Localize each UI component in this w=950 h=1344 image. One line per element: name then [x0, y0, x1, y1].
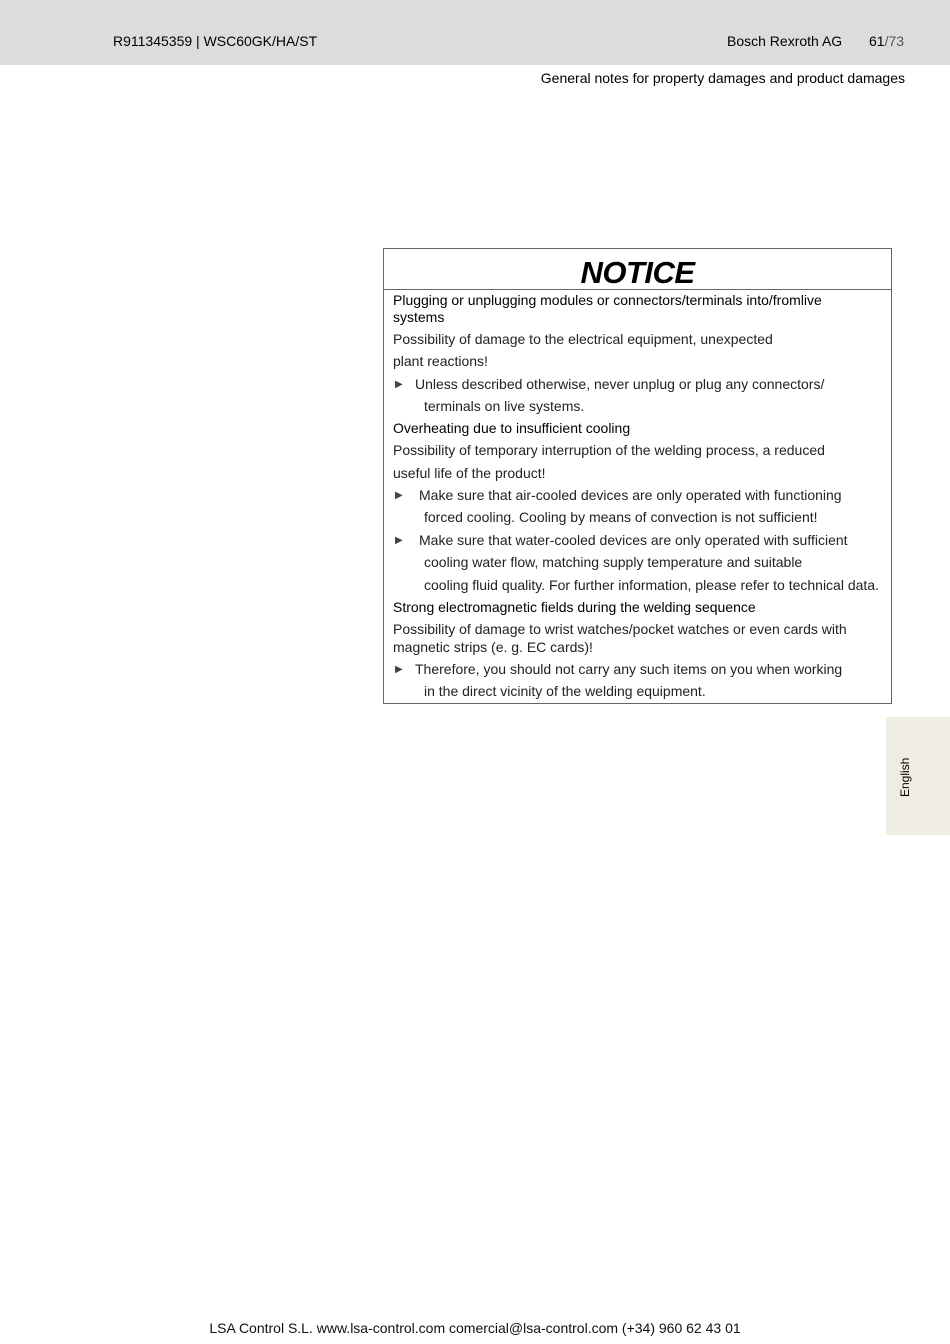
bullet-arrow-icon: ▶	[395, 379, 403, 390]
company-name: Bosch Rexroth AG	[727, 33, 843, 49]
notice-heading-plugging: Plugging or unplugging modules or connectors/terminals into/fromlive	[393, 292, 822, 308]
notice-text: useful life of the product!	[393, 465, 546, 481]
notice-heading-plugging-cont: systems	[393, 309, 445, 325]
notice-text: magnetic strips (e. g. EC cards)!	[393, 639, 593, 655]
page-footer: LSA Control S.L. www.lsa-control.com comercial@lsa-control.com (+34) 960 62 43 01	[209, 1320, 741, 1336]
page-number	[869, 33, 904, 49]
notice-text: plant reactions!	[393, 353, 488, 369]
language-label: English	[898, 757, 912, 797]
notice-heading-em-fields: Strong electromagnetic fields during the welding sequence	[393, 599, 756, 615]
notice-instruction-cont: cooling water flow, matching supply temperature and suitable	[424, 554, 803, 570]
notice-instruction: Unless described otherwise, never unplug or plug any connectors/	[415, 376, 825, 392]
notice-instruction: Make sure that air-cooled devices are only operated with functioning	[419, 487, 842, 503]
notice-text: Possibility of damage to the electrical equipment, unexpected	[393, 331, 773, 347]
page-current: 61	[869, 33, 885, 49]
notice-text: Possibility of damage to wrist watches/pocket watches or even cards with	[393, 621, 847, 637]
notice-header	[384, 249, 891, 290]
page-header	[0, 0, 950, 65]
notice-title: NOTICE	[580, 255, 695, 290]
page-total: /73	[884, 33, 905, 49]
notice-box	[383, 248, 892, 704]
notice-text: Possibility of temporary interruption of the welding process, a reduced	[393, 442, 825, 458]
document-id: R911345359 | WSC60GK/HA/ST	[113, 33, 318, 49]
notice-heading-cooling: Overheating due to insufficient cooling	[393, 420, 631, 436]
notice-instruction-cont: in the direct vicinity of the welding equipment.	[424, 683, 706, 699]
notice-instruction-cont: forced cooling. Cooling by means of convection is not sufficient!	[424, 509, 818, 525]
notice-instruction: Therefore, you should not carry any such items on you when working	[415, 661, 843, 677]
language-tab	[886, 717, 950, 835]
notice-instruction-cont: cooling fluid quality. For further information, please refer to technical data.	[424, 577, 879, 593]
bullet-arrow-icon: ▶	[395, 535, 403, 546]
notice-instruction: Make sure that water-cooled devices are only operated with sufficient	[419, 532, 848, 548]
notice-instruction-cont: terminals on live systems.	[424, 398, 585, 414]
bullet-arrow-icon: ▶	[395, 490, 403, 501]
section-title: General notes for property damages and product damages	[540, 70, 905, 86]
bullet-arrow-icon: ▶	[395, 664, 403, 675]
